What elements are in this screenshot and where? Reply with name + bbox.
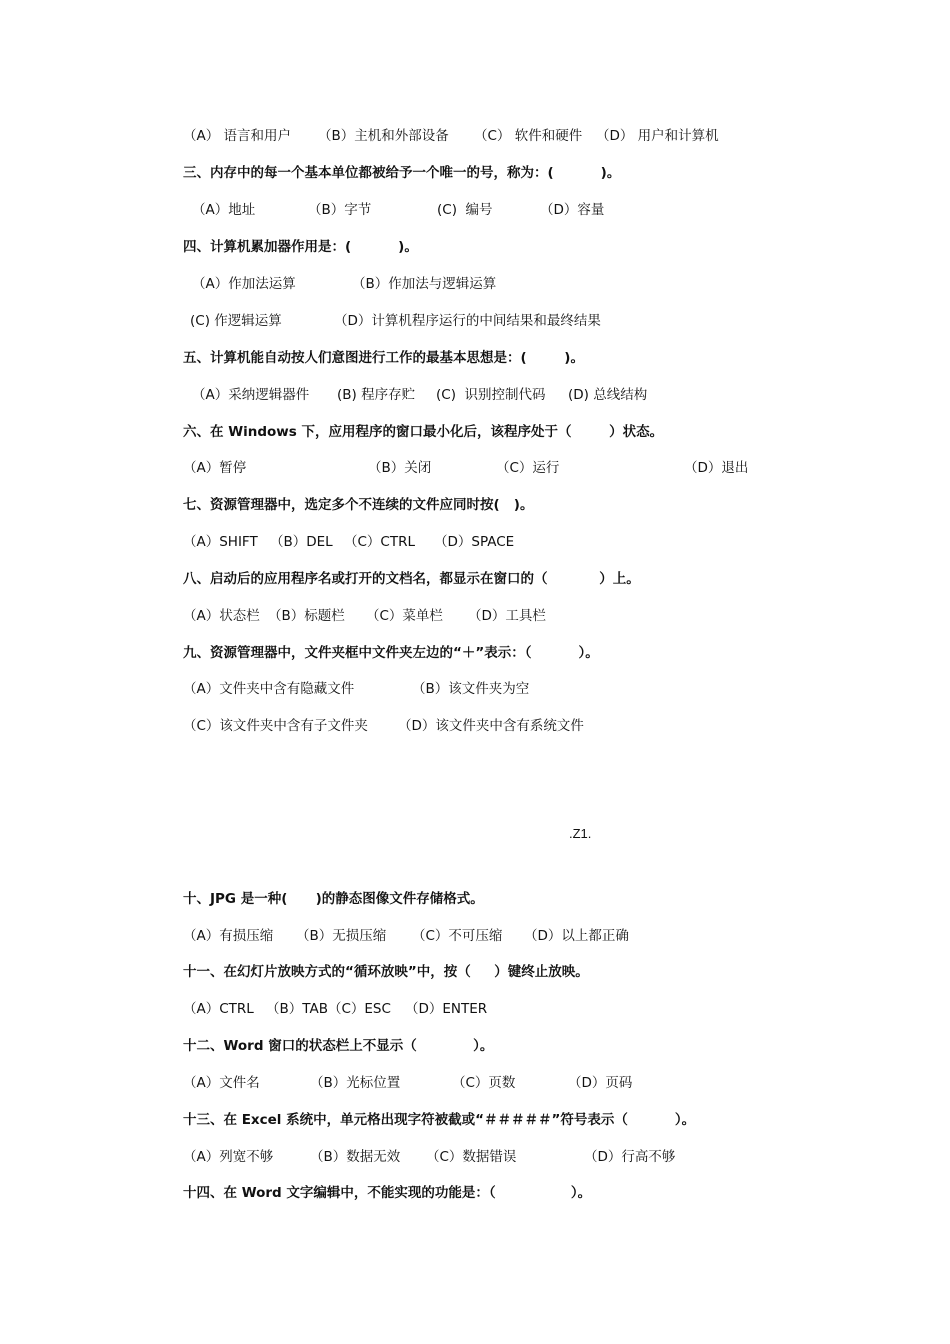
option-a: （A）SHIFT bbox=[183, 534, 258, 550]
option-d: （D）以上都正确 bbox=[524, 928, 629, 944]
question-4-stem: 四、计算机累加器作用是：( )。 bbox=[183, 239, 418, 255]
question-11-stem: 十一、在幻灯片放映方式的“循环放映”中，按（ ）键终止放映。 bbox=[183, 964, 589, 980]
option-a: （A）状态栏 bbox=[183, 608, 260, 624]
option-b: （B）主机和外部设备 bbox=[318, 128, 449, 144]
question-7-options bbox=[0, 530, 515, 554]
option-b: （B）标题栏 bbox=[268, 608, 345, 624]
option-a: （A）作加法运算 bbox=[192, 276, 296, 292]
question-13-stem: 十三、在 Excel 系统中，单元格出现字符被截或“＃＃＃＃＃”符号表示（ ）。 bbox=[183, 1112, 696, 1128]
option-c: （C）CTRL bbox=[344, 534, 416, 550]
option-d: （D）计算机程序运行的中间结果和最终结果 bbox=[334, 313, 601, 329]
option-a: （A）列宽不够 bbox=[183, 1149, 274, 1165]
top-options-row bbox=[0, 124, 719, 148]
option-a: （A）采纳逻辑器件 bbox=[192, 387, 310, 403]
question-4-options-row2 bbox=[0, 309, 601, 333]
question-9-options-row1 bbox=[0, 677, 530, 701]
option-b: （B）DEL bbox=[270, 534, 333, 550]
option-d: （D）页码 bbox=[568, 1075, 633, 1091]
question-10-options bbox=[0, 924, 629, 948]
option-a: （A）文件夹中含有隐藏文件 bbox=[183, 681, 355, 697]
option-c: (C) 编号 bbox=[437, 202, 493, 218]
question-12-stem: 十二、Word 窗口的状态栏上不显示（ ）。 bbox=[183, 1038, 494, 1054]
question-9-options-row2 bbox=[0, 714, 584, 738]
option-d: (D) 总线结构 bbox=[568, 387, 648, 403]
option-a: （A）文件名 bbox=[183, 1075, 260, 1091]
question-3-options bbox=[0, 198, 605, 222]
option-c: (C) 作逻辑运算 bbox=[190, 313, 282, 329]
option-d: （D）该文件夹中含有系统文件 bbox=[398, 718, 584, 734]
question-5-options bbox=[0, 383, 648, 407]
option-c: （C）页数 bbox=[452, 1075, 516, 1091]
option-b: （B）作加法与逻辑运算 bbox=[352, 276, 497, 292]
option-b: （B）光标位置 bbox=[310, 1075, 401, 1091]
question-7-stem: 七、资源管理器中，选定多个不连续的文件应同时按( )。 bbox=[183, 497, 534, 513]
option-c: （C）不可压缩 bbox=[412, 928, 503, 944]
question-10-stem: 十、JPG 是一种( )的静态图像文件存储格式。 bbox=[183, 891, 484, 907]
option-c: (C) 识别控制代码 bbox=[436, 387, 546, 403]
option-c: （C） 软件和硬件 bbox=[474, 128, 583, 144]
question-6-options bbox=[0, 456, 749, 480]
option-d: （D） 用户和计算机 bbox=[596, 128, 719, 144]
option-c: （C）运行 bbox=[496, 460, 560, 476]
question-8-stem: 八、启动后的应用程序名或打开的文档名，都显示在窗口的（ ）上。 bbox=[183, 571, 640, 587]
option-d: （D）ENTER bbox=[405, 1001, 488, 1017]
option-b-c: （B）TAB（C）ESC bbox=[266, 1001, 391, 1017]
option-b: （B）该文件夹为空 bbox=[412, 681, 530, 697]
option-a: （A）CTRL bbox=[183, 1001, 254, 1017]
option-c: （C）该文件夹中含有子文件夹 bbox=[183, 718, 368, 734]
option-a: （A）暂停 bbox=[183, 460, 247, 476]
question-8-options bbox=[0, 604, 546, 628]
option-c: （C）数据错误 bbox=[426, 1149, 517, 1165]
question-13-options bbox=[0, 1145, 676, 1169]
option-b: （B）无损压缩 bbox=[296, 928, 387, 944]
option-c: （C）菜单栏 bbox=[366, 608, 443, 624]
option-d: （D）退出 bbox=[684, 460, 749, 476]
question-4-options-row1 bbox=[0, 272, 497, 296]
question-5-stem: 五、计算机能自动按人们意图进行工作的最基本思想是：( )。 bbox=[183, 350, 584, 366]
question-6-stem: 六、在 Windows 下，应用程序的窗口最小化后，该程序处于（ ）状态。 bbox=[183, 424, 664, 440]
question-3-stem: 三、内存中的每一个基本单位都被给予一个唯一的号，称为：( )。 bbox=[183, 165, 621, 181]
option-a: （A） 语言和用户 bbox=[183, 128, 292, 144]
question-12-options bbox=[0, 1071, 633, 1095]
option-b: （B）关闭 bbox=[368, 460, 432, 476]
option-b: (B) 程序存贮 bbox=[337, 387, 416, 403]
option-b: （B）数据无效 bbox=[310, 1149, 401, 1165]
option-d: （D）SPACE bbox=[434, 534, 515, 550]
option-a: （A）有损压缩 bbox=[183, 928, 274, 944]
option-d: （D）行高不够 bbox=[584, 1149, 676, 1165]
page-footer: .Z1. bbox=[569, 826, 592, 841]
question-11-options bbox=[0, 997, 488, 1021]
option-b: （B）字节 bbox=[308, 202, 372, 218]
option-d: （D）工具栏 bbox=[468, 608, 546, 624]
option-a: （A）地址 bbox=[192, 202, 256, 218]
question-14-stem: 十四、在 Word 文字编辑中，不能实现的功能是：（ ）。 bbox=[183, 1185, 592, 1201]
option-d: （D）容量 bbox=[540, 202, 605, 218]
question-9-stem: 九、资源管理器中，文件夹框中文件夹左边的“＋”表示：（ ）。 bbox=[183, 645, 599, 661]
